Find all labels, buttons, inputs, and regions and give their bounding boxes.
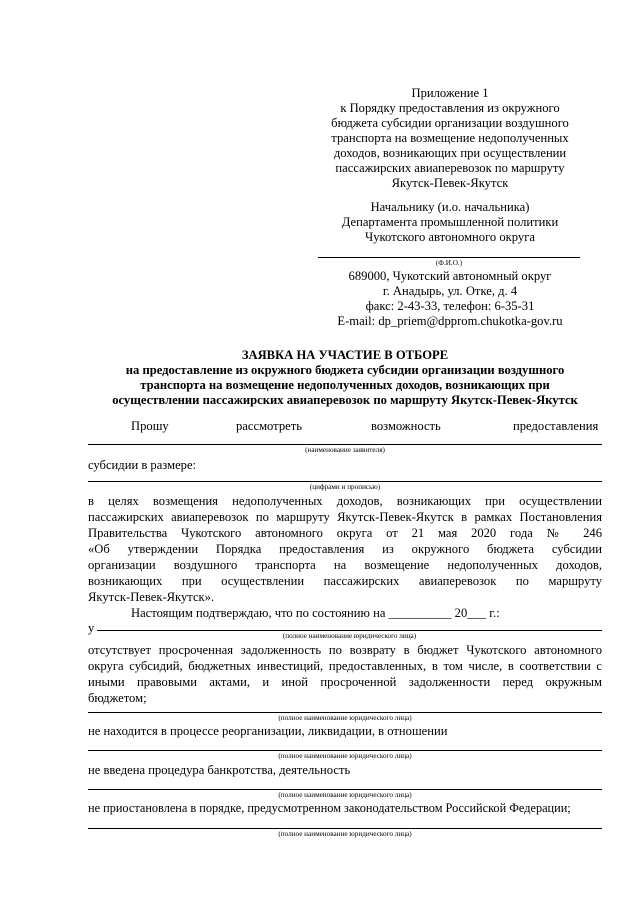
applicant-caption: (наименование заявителя) — [305, 446, 385, 454]
purpose-line: организации воздушного транспорта на возмещение недополученных доходов, — [88, 558, 602, 572]
amount-label: субсидии в размере: — [88, 458, 197, 472]
appendix-line: Приложение 1 — [411, 86, 489, 100]
request-word: предоставления — [513, 419, 599, 433]
confirmation-intro: Настоящим подтверждаю, что по состоянию на __________ 20___ г.: — [131, 606, 500, 620]
title-sub-line: транспорта на возмещение недополученных доходов, возникающих при — [140, 378, 550, 392]
legal-entity-field[interactable] — [88, 712, 602, 713]
request-word: Прошу — [131, 419, 169, 433]
at-prefix: у — [88, 621, 95, 635]
addressee-line: Начальнику (и.о. начальника) — [370, 200, 530, 214]
legal-entity-caption: (полное наименование юридического лица) — [282, 632, 417, 640]
request-word: рассмотреть — [236, 419, 302, 433]
amount-caption: (цифрами и прописью) — [309, 483, 381, 491]
suspension-text: не приостановлена в порядке, предусмотренном законодательством Российской Федерации; — [88, 801, 571, 815]
legal-entity-caption: (полное наименование юридического лица) — [278, 714, 412, 722]
appendix-line: доходов, возникающих при осуществлении — [333, 146, 567, 160]
fio-caption: (Ф.И.О.) — [435, 259, 463, 267]
request-word: возможность — [371, 419, 441, 433]
address-line: 689000, Чукотский автономный округ — [348, 269, 552, 283]
purpose-line: «Об утверждении Порядка предоставления из окружного бюджета субсидии — [88, 542, 602, 556]
purpose-line: Правительства Чукотского автономного округа от 21 мая 2020 года № 246 — [88, 526, 602, 540]
legal-entity-caption: (полное наименование юридического лица) — [278, 752, 412, 760]
addressee-line: Департамента промышленной политики — [341, 215, 559, 229]
legal-entity-field[interactable] — [97, 630, 602, 631]
appendix-line: транспорта на возмещение недополученных — [331, 131, 569, 145]
title-sub-line: осуществлении пассажирских авиаперевозок по маршруту Якутск-Певек-Якутск — [112, 393, 578, 407]
amount-field[interactable] — [88, 481, 602, 482]
legal-entity-caption: (полное наименование юридического лица) — [278, 830, 412, 838]
appendix-line: Якутск-Певек-Якутск — [391, 176, 509, 190]
debt-line: иными правовыми актами, и иной просроченной задолженности перед окружным — [88, 675, 602, 689]
title-main: ЗАЯВКА НА УЧАСТИЕ В ОТБОРЕ — [241, 348, 449, 362]
address-line: г. Анадырь, ул. Отке, д. 4 — [382, 284, 518, 298]
address-line: E-mail: dp_priem@dpprom.chukotka-gov.ru — [337, 314, 563, 328]
purpose-line: в целях возмещения недополученных доходов, возникающих при осуществлении — [88, 494, 602, 508]
legal-entity-caption: (полное наименование юридического лица) — [278, 791, 412, 799]
appendix-line: бюджета субсидии организации воздушного — [331, 116, 569, 130]
applicant-field[interactable] — [88, 444, 602, 445]
debt-line: округа субсидий, бюджетных инвестиций, предоставленных, в том числе, в соответствии с — [88, 659, 602, 673]
legal-entity-field[interactable] — [88, 828, 602, 829]
address-line: факс: 2-43-33, телефон: 6-35-31 — [365, 299, 535, 313]
purpose-line: Якутск-Певек-Якутск». — [88, 590, 215, 604]
legal-entity-field[interactable] — [88, 789, 602, 790]
appendix-line: пассажирских авиаперевозок по маршруту — [335, 161, 565, 175]
appendix-line: к Порядку предоставления из окружного — [340, 101, 560, 115]
reorg-text: не находится в процессе реорганизации, ликвидации, в отношении — [88, 724, 448, 738]
legal-entity-field[interactable] — [88, 750, 602, 751]
title-sub-line: на предоставление из окружного бюджета субсидии организации воздушного — [125, 363, 565, 377]
fio-line — [318, 257, 580, 258]
debt-line: отсутствует просроченная задолженность по возврату в бюджет Чукотского автономного — [88, 643, 602, 657]
debt-line: бюджетом; — [88, 691, 147, 705]
addressee-line: Чукотского автономного округа — [365, 230, 535, 244]
purpose-line: возникающих при осуществлении пассажирских авиаперевозок по маршруту — [88, 574, 602, 588]
purpose-line: пассажирских авиаперевозок по маршруту Якутск-Певек-Якутск в рамках Постановления — [88, 510, 602, 524]
bankruptcy-text: не введена процедура банкротства, деятельность — [88, 763, 351, 777]
